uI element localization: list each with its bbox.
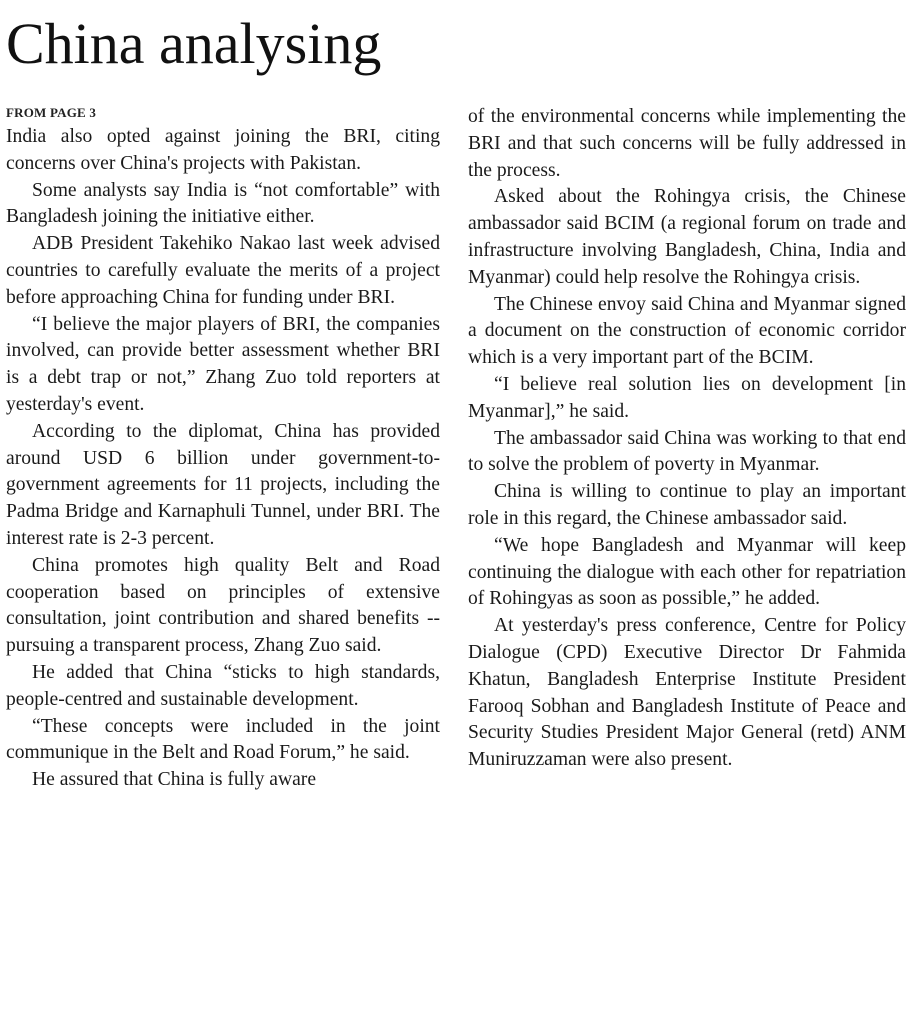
right-column	[468, 104, 906, 774]
paragraph: “I believe real solution lies on development [in Myanmar],” he said.	[468, 373, 906, 422]
paragraph: China promotes high quality Belt and Road cooperation based on principles of extensive consultation, joint contribution and shared benefits -- pursuing a transparent process, Zhang Zuo said.	[6, 554, 440, 657]
left-column	[6, 104, 440, 794]
paragraph: China is willing to continue to play an important role in this regard, the Chinese ambassador said.	[468, 481, 906, 529]
paragraph: India also opted against joining the BRI, citing concerns over China's projects with Pakistan.	[6, 126, 440, 174]
paragraph: “These concepts were included in the joint communique in the Belt and Road Forum,” he said.	[6, 715, 440, 764]
paragraph: ADB President Takehiko Nakao last week advised countries to carefully evaluate the merits of a project before approaching China for funding under BRI.	[6, 233, 440, 308]
paragraph: of the environmental concerns while implementing the BRI and that such concerns will be fully addressed in the process.	[468, 106, 906, 181]
jump-line: FROM PAGE 3	[6, 105, 97, 120]
headline: China analysing	[6, 11, 382, 76]
paragraph: “We hope Bangladesh and Myanmar will keep continuing the dialogue with each other for repatriation of Rohingyas as soon as possible,” he added.	[468, 534, 906, 610]
paragraph: At yesterday's press conference, Centre for Policy Dialogue (CPD) Executive Director Dr Fahmida Khatun, Bangladesh Enterprise Institute President Farooq Sobhan and Bangladesh Institute of Peace and Security Studies President Major General (retd) ANM Muniruzzaman were also present.	[468, 615, 906, 771]
paragraph: “I believe the major players of BRI, the companies involved, can provide better assessment whether BRI is a debt trap or not,” Zhang Zuo told reporters at yesterday's event.	[6, 313, 440, 415]
paragraph: Some analysts say India is “not comfortable” with Bangladesh joining the initiative either.	[6, 179, 440, 228]
paragraph: The ambassador said China was working to that end to solve the problem of poverty in Myanmar.	[468, 427, 906, 476]
paragraph: He added that China “sticks to high standards, people-centred and sustainable development.	[6, 661, 440, 710]
paragraph: According to the diplomat, China has provided around USD 6 billion under government-to-government agreements for 11 projects, including the Padma Bridge and Karnaphuli Tunnel, under BRI. The interest rate is 2-3 percent.	[6, 420, 440, 549]
paragraph: Asked about the Rohingya crisis, the Chinese ambassador said BCIM (a regional forum on trade and infrastructure involving Bangladesh, China, India and Myanmar) could help resolve the Rohingya crisis.	[468, 186, 906, 288]
paragraph: He assured that China is fully aware	[32, 769, 317, 791]
paragraph: The Chinese envoy said China and Myanmar signed a document on the construction of economic corridor which is a very important part of the BCIM.	[468, 293, 906, 369]
